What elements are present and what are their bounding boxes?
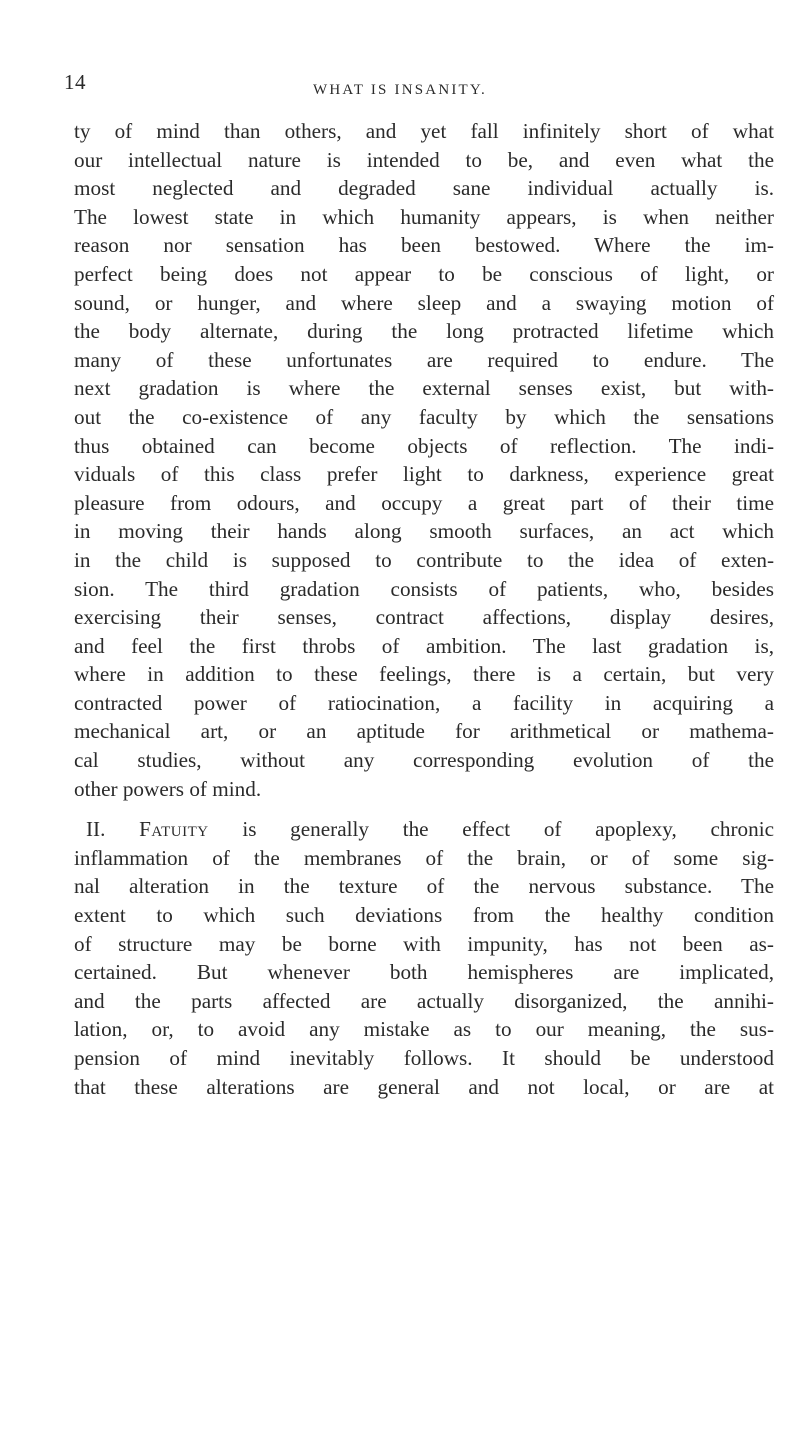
text-line: in moving their hands along smooth surfaces, an act which: [74, 519, 774, 544]
text-line: that these alterations are general and not local, or are at: [74, 1074, 774, 1099]
text-line: next gradation is where the external senses exist, but with-: [74, 376, 774, 401]
text-line: out the co-existence of any faculty by which the sensations: [74, 404, 774, 429]
body-text: [74, 117, 774, 1101]
text-line: mechanical art, or an aptitude for arithmetical or mathema-: [74, 719, 774, 744]
text-line: certained. But whenever both hemispheres are implicated,: [74, 960, 774, 985]
running-title: WHAT IS INSANITY.: [313, 82, 487, 98]
text-line: reason nor sensation has been bestowed. Where the im-: [74, 233, 774, 258]
text-line: sound, or hunger, and where sleep and a swaying motion of: [74, 290, 774, 315]
text-fragment: is generally the effect of apoplexy, chronic: [242, 817, 775, 842]
paragraph-spacer: [74, 803, 774, 815]
text-line: and feel the first throbs of ambition. The last gradation is,: [74, 633, 774, 658]
text-line: and the parts affected are actually disorganized, the annihi-: [74, 988, 774, 1013]
text-line: where in addition to these feelings, there is a certain, but very: [74, 662, 774, 687]
text-line: exercising their senses, contract affections, display desires,: [74, 605, 774, 630]
text-line: lation, or, to avoid any mistake as to our meaning, the sus-: [74, 1017, 774, 1042]
text-line: other powers of mind.: [74, 776, 262, 801]
text-line: sion. The third gradation consists of patients, who, besides: [74, 576, 774, 601]
paragraph-2: [74, 815, 774, 1101]
paragraph-2-first-line: [74, 815, 774, 844]
text-line: contracted power of ratiocination, a facility in acquiring a: [74, 690, 774, 715]
text-line: The lowest state in which humanity appears, is when neither: [74, 204, 774, 229]
text-line: cal studies, without any corresponding evolution of the: [74, 748, 774, 773]
text-line: most neglected and degraded sane individual actually is.: [74, 176, 774, 201]
text-line: inflammation of the membranes of the brain, or of some sig-: [74, 845, 774, 870]
text-line: of structure may be borne with impunity, has not been as-: [74, 931, 774, 956]
text-line: the body alternate, during the long protracted lifetime which: [74, 319, 774, 344]
section-numeral: II.: [86, 817, 106, 842]
text-line: in the child is supposed to contribute to the idea of exten-: [74, 547, 774, 572]
section-term: Fatuity: [139, 817, 209, 842]
text-line: ty of mind than others, and yet fall infinitely short of what: [74, 119, 774, 143]
text-line: viduals of this class prefer light to darkness, experience great: [74, 462, 774, 487]
text-line: many of these unfortunates are required to endure. The: [74, 347, 774, 372]
text-line: pleasure from odours, and occupy a great part of their time: [74, 490, 774, 515]
text-line: extent to which such deviations from the healthy condition: [74, 903, 774, 928]
page-number: 14: [64, 70, 86, 94]
text-line: nal alteration in the texture of the nervous substance. The: [74, 874, 774, 899]
text-line: our intellectual nature is intended to be, and even what the: [74, 147, 774, 172]
text-line: perfect being does not appear to be conscious of light, or: [74, 261, 774, 286]
text-line: thus obtained can become objects of reflection. The indi-: [74, 433, 774, 458]
text-line: pension of mind inevitably follows. It should be understood: [74, 1046, 774, 1070]
paragraph-1: [74, 117, 774, 803]
